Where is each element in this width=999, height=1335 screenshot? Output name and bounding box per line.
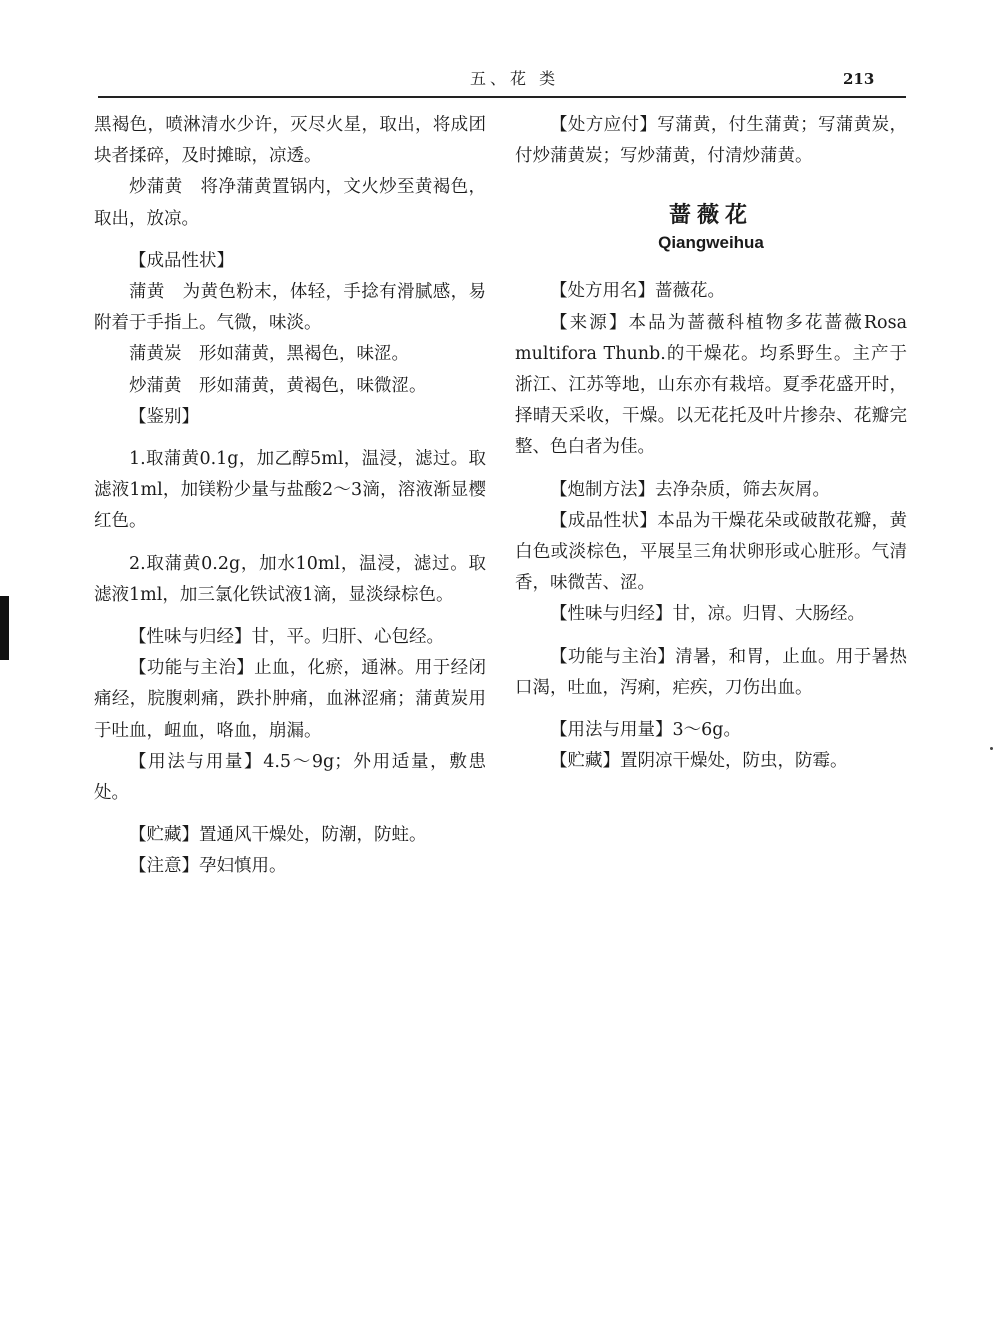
right-paragraph: 【来源】本品为蔷薇科植物多花蔷薇Rosa multifora Thunb.的干燥花。均系野生。主产于浙江、江苏等地，山东亦有栽培。夏季花盛开时，择晴天采收，干燥。以无花托及叶片掺杂、花瓣完整、色白者为佳。: [515, 312, 907, 458]
right-paragraph: 【成品性状】本品为干燥花朵或破散花瓣，黄白色或淡棕色，平展呈三角状卵形或心脏形。气清香，味微苦、涩。: [515, 510, 907, 594]
right-paragraph: 【功能与主治】清暑，和胃，止血。用于暑热口渴，吐血，泻痢，疟疾，刀伤出血。: [515, 646, 907, 698]
left-paragraph: 蒲黄炭 形如蒲黄，黑褐色，味涩。: [129, 344, 409, 365]
scan-speck: [990, 747, 993, 750]
right-paragraph: 【用法与用量】3～6g。: [550, 720, 741, 741]
right-paragraph: 【性味与归经】甘，凉。归胃、大肠经。: [550, 604, 865, 625]
left-paragraph: 炒蒲黄 将净蒲黄置锅内，文火炒至黄褐色，取出，放凉。: [94, 177, 486, 229]
right-paragraph: 【处方用名】蔷薇花。: [550, 281, 725, 302]
left-column: [94, 110, 486, 883]
right-paragraph: 【贮藏】置阴凉干燥处，防虫，防霉。: [550, 751, 848, 772]
entry-pinyin: Qiangweihua: [658, 233, 764, 253]
right-paragraph: 【炮制方法】去净杂质，筛去灰屑。: [550, 479, 830, 500]
section-heading: 【成品性状】: [129, 250, 234, 271]
page-header: [0, 0, 999, 100]
left-paragraph: 蒲黄 为黄色粉末，体轻，手捻有滑腻感，易附着于手指上。气微，味淡。: [94, 282, 486, 334]
scan-edge-mark: [0, 596, 9, 660]
left-paragraph: 黑褐色，喷淋清水少许，灭尽火星，取出，将成团块者揉碎，及时摊晾，凉透。: [94, 115, 486, 167]
left-paragraph: 【性味与归经】甘，平。归肝、心包经。: [129, 627, 444, 648]
page-number: 213: [843, 70, 875, 88]
left-paragraph: 2.取蒲黄0.2g，加水10ml，温浸，滤过。取滤液1ml，加三氯化铁试液1滴，显淡绿棕色。: [94, 553, 486, 605]
entry-title: 蔷薇花: [668, 202, 753, 229]
lead-paragraph: 【处方应付】写蒲黄，付生蒲黄；写蒲黄炭，付炒蒲黄炭；写炒蒲黄，付清炒蒲黄。: [515, 115, 907, 167]
left-paragraph: 【功能与主治】止血，化瘀，通淋。用于经闭痛经，脘腹刺痛，跌扑肿痛，血淋涩痛；蒲黄炭用于吐血，衄血，咯血，崩漏。: [94, 658, 486, 741]
left-paragraph: 【注意】孕妇慎用。: [129, 856, 287, 877]
section-heading: 【鉴别】: [129, 406, 199, 427]
left-paragraph: 【贮藏】置通风干燥处，防潮，防蛀。: [129, 825, 427, 846]
header-rule: [98, 96, 906, 98]
left-paragraph: 【用法与用量】4.5～9g；外用适量，敷患处。: [94, 751, 486, 804]
left-paragraph: 1.取蒲黄0.1g，加乙醇5ml，温浸，滤过。取滤液1ml，加镁粉少量与盐酸2～3滴，溶液渐显樱红色。: [94, 449, 486, 532]
running-title: 五、花 类: [470, 69, 560, 88]
left-paragraph: 炒蒲黄 形如蒲黄，黄褐色，味微涩。: [129, 375, 427, 396]
right-column: [515, 110, 907, 777]
